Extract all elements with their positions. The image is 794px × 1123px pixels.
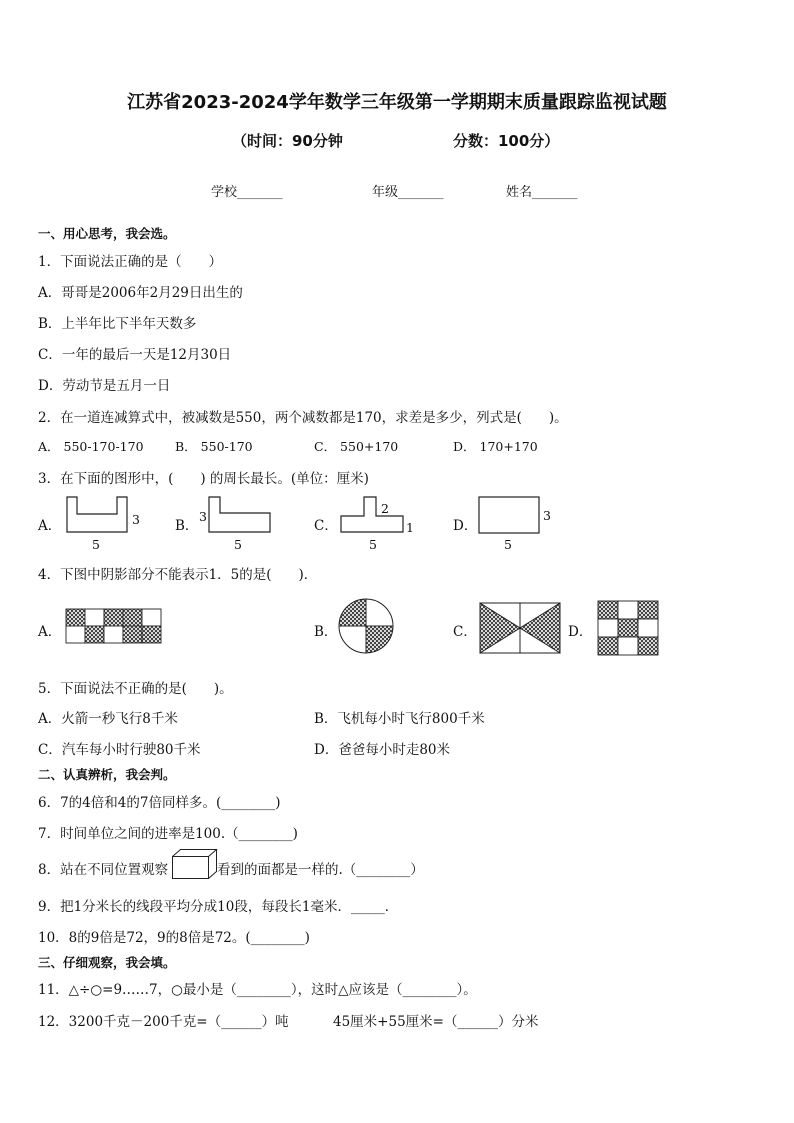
- q2-option-a[interactable]: A． 550-170-170: [38, 439, 144, 454]
- question-10: 10．8的9倍是72，9的8倍是72。(________): [38, 930, 310, 946]
- question-2: 2．在一道连减算式中，被减数是550，两个减数都是170，求差是多少，列式是( )。: [38, 410, 568, 426]
- q3-figure-a: [66, 496, 136, 536]
- q1-option-c[interactable]: C．一年的最后一天是12月30日: [38, 347, 232, 363]
- section-heading-judge: 二、认真辨析，我会判。: [38, 767, 176, 782]
- question-8-before: 8．站在不同位置观察: [38, 862, 169, 878]
- q3-option-c[interactable]: C．: [314, 518, 338, 534]
- q5-option-d[interactable]: D．爸爸每小时走80米: [314, 742, 451, 758]
- question-1: 1．下面说法正确的是（ ）: [38, 254, 223, 270]
- question-5: 5．下面说法不正确的是( )。: [38, 681, 233, 697]
- q3-option-a[interactable]: A．: [38, 518, 62, 534]
- q3-a-side-label: 3: [132, 512, 140, 527]
- q4-figure-c: [480, 603, 562, 655]
- name-field[interactable]: 姓名_______: [506, 185, 578, 200]
- q1-option-d[interactable]: D．劳动节是五月一日: [38, 378, 171, 394]
- q4-option-b[interactable]: B．: [314, 624, 338, 640]
- total-score: 分数：100分）: [453, 132, 560, 150]
- question-12-left: 12．3200千克－200千克=（______）吨: [38, 1014, 289, 1030]
- question-6: 6．7的4倍和4的7倍同样多。(________): [38, 795, 281, 811]
- q4-figure-a: [66, 609, 166, 649]
- q3-d-bottom-label: 5: [504, 537, 512, 552]
- question-8-after: 看到的面都是一样的.（________）: [217, 862, 424, 878]
- q3-option-d[interactable]: D．: [453, 518, 478, 534]
- q1-option-b[interactable]: B．上半年比下半年天数多: [38, 316, 197, 332]
- q1-option-a[interactable]: A．哥哥是2006年2月29日出生的: [38, 285, 243, 301]
- q3-c-side-label: 1: [406, 520, 414, 535]
- question-3: 3．在下面的图形中，( ) 的周长最长。(单位：厘米): [38, 471, 369, 487]
- question-7: 7．时间单位之间的进率是100.（________): [38, 826, 298, 842]
- q3-option-b[interactable]: B．: [175, 518, 199, 534]
- q3-d-side-label: 3: [543, 508, 551, 523]
- q5-option-a[interactable]: A．火箭一秒飞行8千米: [38, 711, 178, 727]
- page-title: 江苏省2023-2024学年数学三年级第一学期期末质量跟踪监视试题: [127, 92, 667, 113]
- question-9: 9．把1分米长的线段平均分成10段，每段长1毫米．_____．: [38, 899, 399, 915]
- q2-option-d[interactable]: D． 170+170: [453, 439, 538, 454]
- q3-c-bottom-label: 5: [369, 537, 377, 552]
- school-field[interactable]: 学校_______: [211, 185, 283, 200]
- q3-a-bottom-label: 5: [92, 537, 100, 552]
- q4-option-d[interactable]: D．: [568, 624, 593, 640]
- q3-figure-c: [340, 496, 410, 536]
- q4-option-c[interactable]: C．: [453, 624, 477, 640]
- section-heading-fill: 三、仔细观察，我会填。: [38, 955, 176, 970]
- section-heading-choice: 一、用心思考，我会选。: [38, 226, 176, 241]
- q2-option-c[interactable]: C． 550+170: [314, 439, 399, 454]
- question-11: 11．△÷○=9……7，○最小是（________），这时△应该是（________）。: [38, 982, 477, 998]
- q3-b-side-label: 3: [199, 509, 207, 524]
- grade-field[interactable]: 年级_______: [372, 185, 444, 200]
- question-12-right: 45厘米+55厘米=（______）分米: [333, 1014, 539, 1030]
- q3-b-bottom-label: 5: [234, 537, 242, 552]
- cuboid-figure: [172, 849, 218, 881]
- time-limit: （时间：90分钟: [232, 132, 343, 150]
- q3-c-top-label: 2: [381, 501, 389, 516]
- q3-figure-b: [208, 496, 278, 536]
- q5-option-b[interactable]: B．飞机每小时飞行800千米: [314, 711, 485, 727]
- question-4: 4．下图中阴影部分不能表示1．5的是( )．: [38, 567, 318, 583]
- q4-option-a[interactable]: A．: [38, 624, 62, 640]
- q4-figure-d: [598, 601, 660, 657]
- q5-option-c[interactable]: C．汽车每小时行驶80千米: [38, 742, 201, 758]
- q4-figure-b: [339, 599, 395, 655]
- q2-option-b[interactable]: B． 550-170: [175, 439, 253, 454]
- q3-figure-d: [478, 496, 548, 536]
